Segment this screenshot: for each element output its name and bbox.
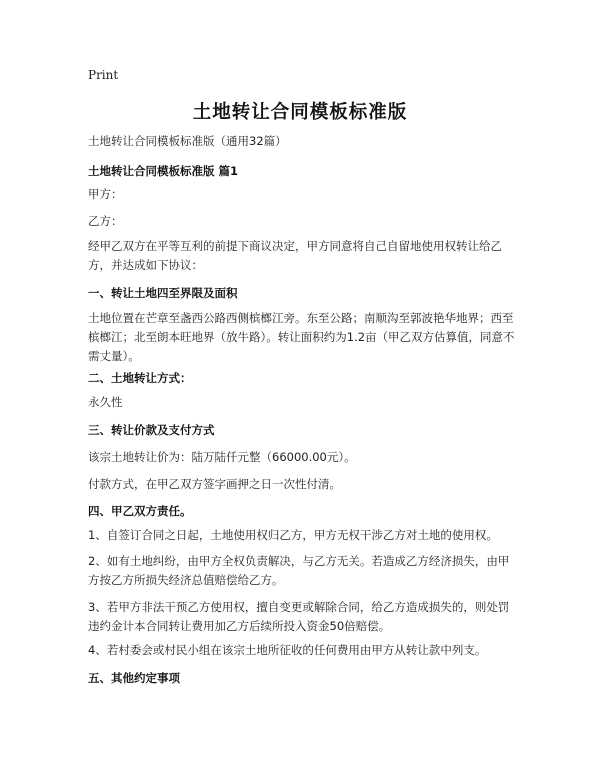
clause4-item-2: 2、如有土地纠纷，由甲方全权负责解决，与乙方无关。若造成乙方经济损失，由甲方按乙方所损失经济总值赔偿给乙方。 xyxy=(88,554,510,587)
clause4-item-3: 3、若甲方非法干预乙方使用权，擅自变更或解除合同，给乙方造成损失的，则处罚违约金计本合同转让费用加乙方后续所投入资金50倍赔偿。 xyxy=(88,600,510,633)
clause3-payment: 付款方式，在甲乙双方签字画押之日一次性付清。 xyxy=(88,477,341,491)
document-title: 土地转让合同模板标准版 xyxy=(192,102,408,123)
clause3-price: 该宗土地转让价为：陆万陆仟元整（66000.00元）。 xyxy=(88,450,356,464)
clause2-heading: 二、土地转让方式： xyxy=(88,371,192,385)
party-b-label: 乙方： xyxy=(88,214,123,228)
document-subtitle: 土地转让合同模板标准版（通用32篇） xyxy=(88,134,287,148)
clause4-item-1: 1、自签订合同之日起，土地使用权归乙方，甲方无权干涉乙方对土地的使用权。 xyxy=(88,528,498,542)
print-link[interactable]: Print xyxy=(88,68,119,82)
clause1-heading: 一、转让土地四至界限及面积 xyxy=(88,286,238,300)
clause5-heading: 五、其他约定事项 xyxy=(88,671,180,685)
section-title: 土地转让合同模板标准版 篇1 xyxy=(88,164,239,178)
intro-paragraph: 经甲乙双方在平等互利的前提下商议决定，甲方同意将自己自留地使用权转让给乙方，并达成如下协议： xyxy=(88,239,502,272)
clause2-body: 永久性 xyxy=(88,395,123,409)
clause4-heading: 四、甲乙双方责任。 xyxy=(88,504,192,518)
clause4-item-4: 4、若村委会或村民小组在该宗土地所征收的任何费用由甲方从转让款中列支。 xyxy=(88,643,487,657)
clause3-heading: 三、转让价款及支付方式 xyxy=(88,423,215,437)
clause1-body: 土地位置在芒章至盏西公路西侧槟榔江旁。东至公路；南顺沟至郭波艳华地界；西至 槟榔江；北至朗本旺地界（放牛路）。转让面积约为1.2亩（甲乙双方估算值，同意不需丈量）。 xyxy=(88,311,515,363)
party-a-label: 甲方： xyxy=(88,187,123,201)
